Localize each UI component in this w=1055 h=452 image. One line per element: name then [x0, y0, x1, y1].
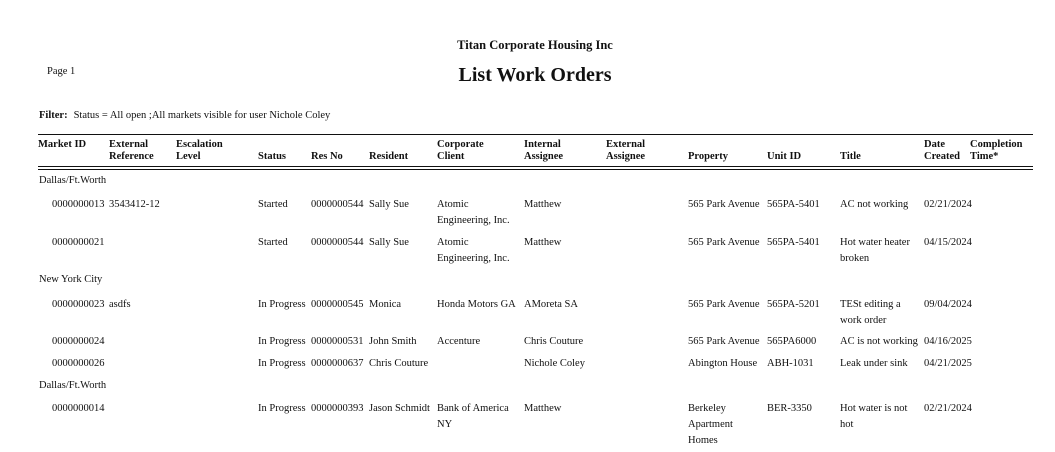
cell-resident: Monica: [369, 299, 402, 310]
cell-date-created: 04/16/2025: [924, 336, 972, 347]
cell-property: 565 Park Avenue: [688, 199, 760, 210]
cell-res-no: 0000000545: [311, 299, 364, 310]
cell-title: Hot water heater broken: [840, 237, 910, 264]
group-market-label: Dallas/Ft.Worth: [39, 380, 107, 391]
cell-property: Abington House: [688, 358, 758, 369]
cell-status: Started: [258, 199, 288, 210]
filter-line: [39, 110, 330, 121]
cell-title: AC not working: [840, 199, 909, 210]
col-date-created: Date Created: [924, 139, 960, 162]
cell-unit-id: 565PA-5201: [767, 299, 820, 310]
cell-res-no: 0000000531: [311, 336, 364, 347]
cell-market-id: 0000000013: [52, 199, 105, 210]
cell-internal-assignee: Matthew: [524, 403, 562, 414]
cell-date-created: 02/21/2024: [924, 403, 972, 414]
group-market-label: New York City: [39, 274, 103, 285]
cell-market-id: 0000000024: [52, 336, 105, 347]
cell-date-created: 04/15/2024: [924, 237, 972, 248]
col-property: Property: [688, 151, 729, 162]
col-resident: Resident: [369, 151, 409, 162]
col-external-reference: External Reference: [109, 139, 154, 162]
cell-res-no: 0000000544: [311, 199, 364, 210]
cell-corporate-client: Atomic Engineering, Inc.: [437, 237, 510, 264]
col-escalation-level: Escalation Level: [176, 139, 223, 162]
cell-external-reference: asdfs: [109, 299, 131, 310]
cell-res-no: 0000000544: [311, 237, 364, 248]
cell-title: TESt editing a work order: [840, 299, 901, 326]
cell-property: 565 Park Avenue: [688, 237, 760, 248]
col-res-no: Res No: [311, 151, 343, 162]
header-top-rule: [38, 134, 1033, 135]
report-title: List Work Orders: [458, 64, 612, 86]
cell-resident: Chris Couture: [369, 358, 429, 369]
company-name: Titan Corporate Housing Inc: [457, 38, 613, 52]
cell-date-created: 04/21/2025: [924, 358, 972, 369]
cell-resident: John Smith: [369, 336, 417, 347]
cell-title: Leak under sink: [840, 358, 908, 369]
cell-corporate-client: Honda Motors GA: [437, 299, 516, 310]
cell-status: In Progress: [258, 358, 306, 369]
cell-resident: Jason Schmidt: [369, 403, 430, 414]
col-external-assignee: External Assignee: [606, 139, 646, 162]
cell-internal-assignee: Chris Couture: [524, 336, 584, 347]
group-market-label: Dallas/Ft.Worth: [39, 175, 107, 186]
cell-res-no: 0000000637: [311, 358, 364, 369]
col-completion-time: Completion Time*: [970, 139, 1023, 162]
cell-unit-id: 565PA-5401: [767, 199, 820, 210]
cell-corporate-client: Accenture: [437, 336, 481, 347]
col-title: Title: [840, 151, 861, 162]
filter-text: Status = All open ;All markets visible for user Nichole Coley: [73, 110, 331, 121]
cell-unit-id: ABH-1031: [767, 358, 814, 369]
cell-internal-assignee: Nichole Coley: [524, 358, 585, 369]
cell-internal-assignee: Matthew: [524, 237, 562, 248]
col-status: Status: [258, 151, 287, 162]
cell-date-created: 02/21/2024: [924, 199, 972, 210]
header-bottom-rule-2: [38, 169, 1033, 170]
cell-market-id: 0000000026: [52, 358, 105, 369]
cell-market-id: 0000000023: [52, 299, 105, 310]
cell-status: In Progress: [258, 299, 306, 310]
cell-external-reference: 3543412-12: [109, 199, 160, 210]
cell-title: Hot water is not hot: [840, 403, 908, 430]
cell-property: Berkeley Apartment Homes: [688, 403, 733, 446]
cell-market-id: 0000000021: [52, 237, 105, 248]
header-bottom-rule: [38, 166, 1033, 167]
cell-corporate-client: Bank of America NY: [437, 403, 509, 430]
cell-resident: Sally Sue: [369, 199, 409, 210]
cell-corporate-client: Atomic Engineering, Inc.: [437, 199, 510, 226]
col-market-id: Market ID: [38, 139, 87, 150]
cell-unit-id: BER-3350: [767, 403, 812, 414]
cell-date-created: 09/04/2024: [924, 299, 972, 310]
cell-unit-id: 565PA6000: [767, 336, 817, 347]
cell-status: Started: [258, 237, 288, 248]
filter-label: Filter:: [39, 110, 68, 121]
cell-status: In Progress: [258, 403, 306, 414]
cell-market-id: 0000000014: [52, 403, 105, 414]
cell-res-no: 0000000393: [311, 403, 364, 414]
cell-resident: Sally Sue: [369, 237, 409, 248]
cell-property: 565 Park Avenue: [688, 336, 760, 347]
cell-title: AC is not working: [840, 336, 918, 347]
cell-status: In Progress: [258, 336, 306, 347]
col-unit-id: Unit ID: [767, 151, 802, 162]
col-internal-assignee: Internal Assignee: [524, 139, 564, 162]
cell-unit-id: 565PA-5401: [767, 237, 820, 248]
cell-property: 565 Park Avenue: [688, 299, 760, 310]
cell-internal-assignee: AMoreta SA: [524, 299, 578, 310]
page-number: Page 1: [47, 66, 76, 77]
col-corporate-client: Corporate Client: [437, 139, 484, 162]
cell-internal-assignee: Matthew: [524, 199, 562, 210]
